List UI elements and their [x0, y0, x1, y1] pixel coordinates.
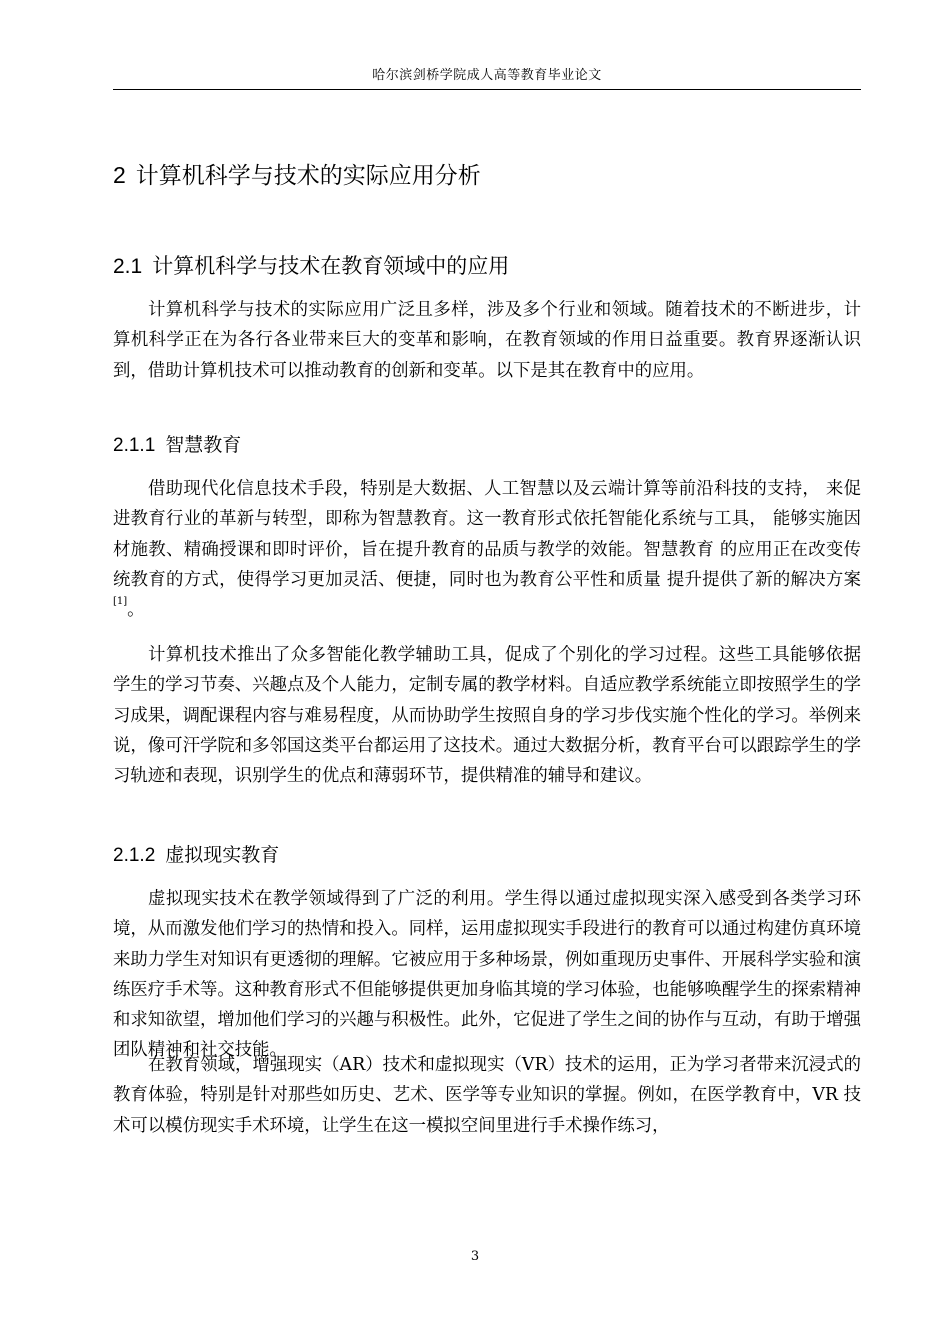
- subsection-heading-virtual-reality: [113, 840, 279, 871]
- paragraph-end: 。: [127, 600, 145, 621]
- section-number: 2.1: [113, 255, 143, 278]
- subsection-title: 智慧教育: [165, 434, 242, 456]
- page-number: 3: [470, 1249, 480, 1264]
- subsection-number: 2.1.1: [113, 435, 156, 456]
- chapter-heading: [113, 157, 481, 194]
- running-header: 哈尔滨剑桥学院成人高等教育毕业论文: [372, 68, 602, 83]
- intro-paragraph: 计算机科学与技术的实际应用广泛且多样，涉及多个行业和领域。随着技术的不断进步，计算机科学正在为各行各业带来巨大的变革和影响，在教育领域的作用日益重要。教育界逐渐认识到，借助计算机技术可以推动教育的创新和变革。以下是其在教育中的应用。: [113, 300, 861, 381]
- section-title: 计算机科学与技术在教育领域中的应用: [152, 254, 510, 278]
- citation-reference: [1]: [113, 596, 128, 608]
- header-rule: [113, 89, 861, 90]
- smart-education-paragraph-1: [113, 474, 861, 625]
- chapter-title: 计算机科学与技术的实际应用分析: [135, 163, 481, 189]
- vr-education-paragraph-1: 虚拟现实技术在教学领域得到了广泛的利用。学生得以通过虚拟现实深入感受到各类学习环境，从而激发他们学习的热情和投入。同样，运用虚拟现实手段进行的教育可以通过构建仿真环境来助力学生对知识有更透彻的理解。它被应用于多种场景，例如重现历史事件、开展科学实验和演练医疗手术等。这种教育形式不但能够提供更加身临其境的学习体验，也能够唤醒学生的探索精神和求知欲望，增加他们学习的兴趣与积极性。此外，它促进了学生之间的协作与互动，有助于增强团队精神和社交技能。: [113, 889, 861, 1061]
- subsection-title: 虚拟现实教育: [165, 844, 280, 866]
- paragraph-text: 借助现代化信息技术手段，特别是大数据、人工智慧以及云端计算等前沿科技的支持， 来促进教育行业的革新与转型，即称为智慧教育。这一教育形式依托智能化系统与工具， 能够实施因材施教、精确授课和即时评价，旨在提升教育的品质与教学的效能。智慧教育 的应用正在改变传统教育的方式，使得学习更加灵活、便捷，同时也为教育公平性和质量 提升提供了新的解决方案: [113, 479, 861, 590]
- section-heading: [113, 250, 509, 283]
- vr-education-paragraph-2: 在教育领域，增强现实（AR）技术和虚拟现实（VR）技术的运用，正为学习者带来沉浸式的教育体验，特别是针对那些如历史、艺术、医学等专业知识的掌握。例如，在医学教育中，VR 技术可以模仿现实手术环境，让学生在这一模拟空间里进行手术操作练习，: [113, 1055, 861, 1136]
- subsection-heading-smart-education: [113, 430, 241, 461]
- smart-education-paragraph-2: 计算机技术推出了众多智能化教学辅助工具，促成了个别化的学习过程。这些工具能够依据学生的学习节奏、兴趣点及个人能力，定制专属的教学材料。自适应教学系统能立即按照学生的学习成果，调配课程内容与难易程度，从而协助学生按照自身的学习步伐实施个性化的学习。举例来说，像可汗学院和多邻国这类平台都运用了这技术。通过大数据分析，教育平台可以跟踪学生的学习轨迹和表现，识别学生的优点和薄弱环节，提供精准的辅导和建议。: [113, 645, 861, 787]
- chapter-number: 2: [113, 162, 126, 188]
- subsection-number: 2.1.2: [113, 845, 156, 866]
